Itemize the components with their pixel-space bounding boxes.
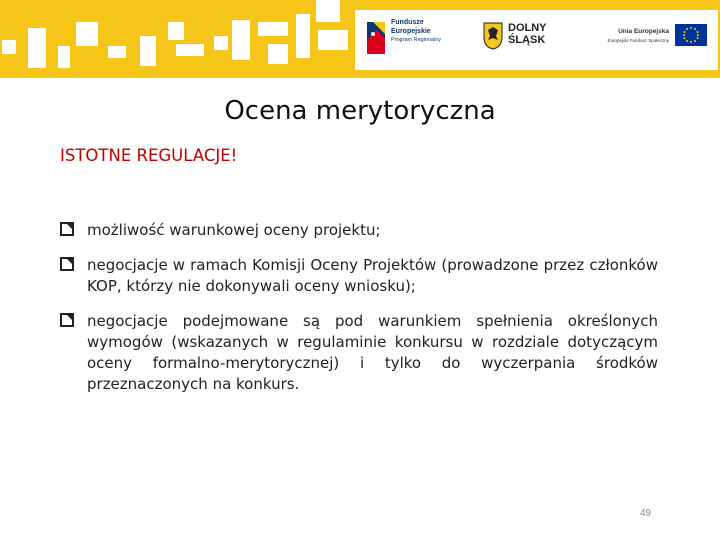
list-item xyxy=(60,255,658,297)
checkbox-bullet-icon xyxy=(60,222,74,236)
slide-title: Ocena merytoryczna xyxy=(224,96,496,126)
logo-strip xyxy=(355,10,718,70)
checkbox-bullet-icon xyxy=(60,313,74,327)
unia-europejska-text: Unia Europejska Europejski Fundusz Społeczny xyxy=(607,28,669,43)
bullet-text: negocjacje podejmowane są pod warunkiem spełnienia określonych wymogów (wskazanych w regulaminie konkursu w rozdziale dotyczącym oceny formalno-merytorycznej) i tylko do wyczerpania środków przeznaczonych na konkurs. xyxy=(87,312,658,393)
bullet-text: negocjacje w ramach Komisji Oceny Projektów (prowadzone przez członków KOP, którzy nie dokonywali oceny wniosku); xyxy=(87,256,658,295)
list-item xyxy=(60,220,658,241)
checkbox-bullet-icon xyxy=(60,257,74,271)
dolny-slask-coat-of-arms-icon xyxy=(483,22,503,50)
fundusze-europejskie-logo-icon xyxy=(365,18,387,58)
fundusze-europejskie-text: Fundusze Europejskie Program Regionalny xyxy=(391,19,442,43)
dolny-slask-text: DOLNY ŚLĄSK xyxy=(508,22,547,46)
slide-subtitle: ISTOTNE REGULACJE! xyxy=(60,146,238,165)
bullet-text: możliwość warunkowej oceny projektu; xyxy=(87,221,381,239)
bullet-list xyxy=(60,220,658,409)
header-banner xyxy=(0,0,720,78)
page-number: 49 xyxy=(640,508,652,519)
eu-flag-icon xyxy=(675,24,707,46)
list-item xyxy=(60,311,658,395)
